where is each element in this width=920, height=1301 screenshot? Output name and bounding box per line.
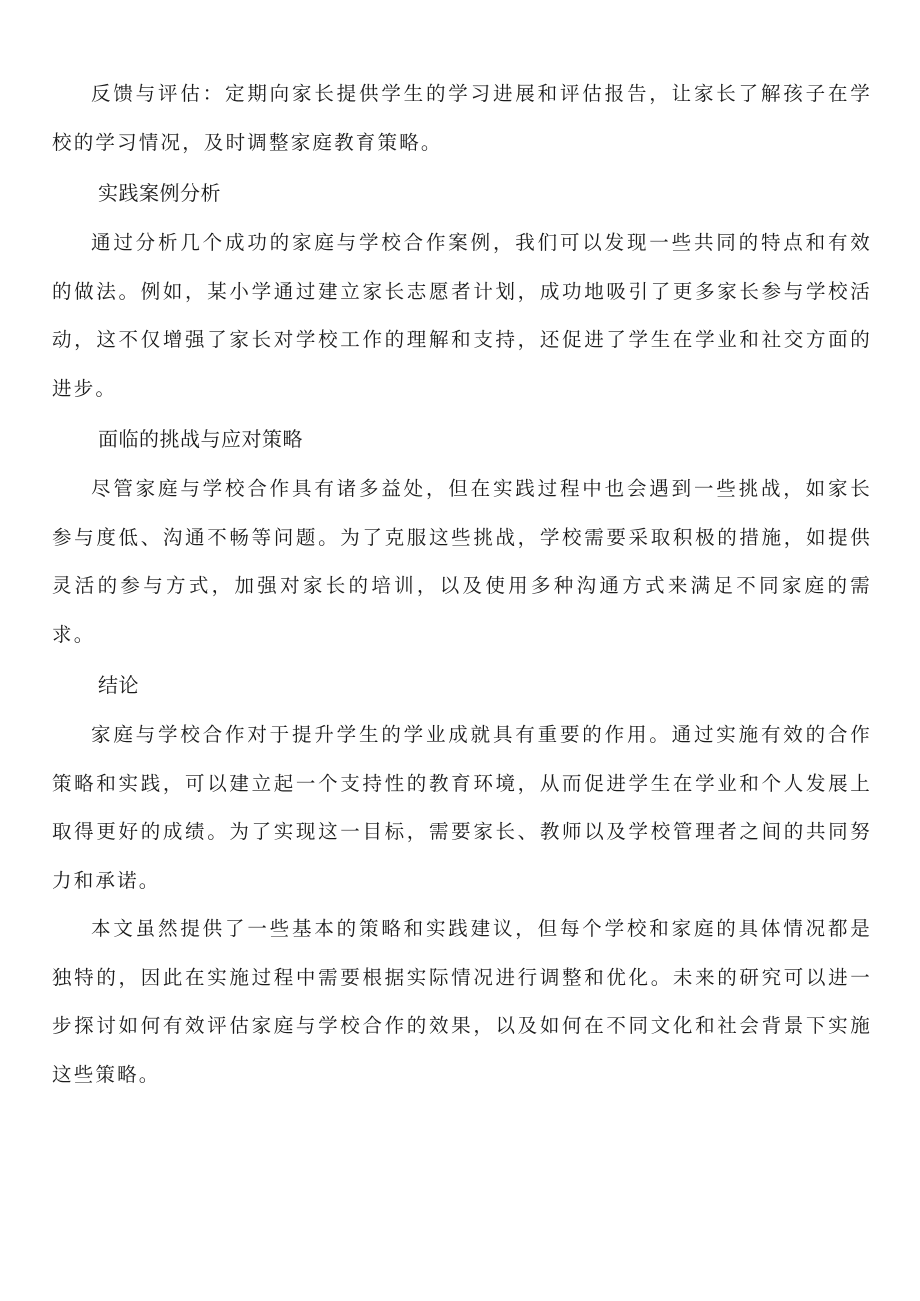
heading-challenges: 面临的挑战与应对策略 (98, 427, 303, 451)
paragraph-challenges: 尽管家庭与学校合作具有诸多益处，但在实践过程中也会遇到一些挑战，如家长参与度低、沟通不畅等问题。为了克服这些挑战，学校需要采取积极的措施，如提供灵活的参与方式，加强对家长的培训，以及使用多种沟通方式来满足不同家庭的需求。 (52, 477, 872, 646)
paragraph-conclusion: 家庭与学校合作对于提升学生的学业成就具有重要的作用。通过实施有效的合作策略和实践，可以建立起一个支持性的教育环境，从而促进学生在学业和个人发展上取得更好的成绩。为了实现这一目标，需要家长、教师以及学校管理者之间的共同努力和承诺。 (52, 723, 872, 892)
heading-conclusion: 结论 (98, 673, 139, 697)
paragraph-feedback-evaluation: 反馈与评估：定期向家长提供学生的学习进展和评估报告，让家长了解孩子在学校的学习情况，及时调整家庭教育策略。 (52, 82, 872, 154)
paragraph-case-analysis: 通过分析几个成功的家庭与学校合作案例，我们可以发现一些共同的特点和有效的做法。例如，某小学通过建立家长志愿者计划，成功地吸引了更多家长参与学校活动，这不仅增强了家长对学校工作的理解和支持，还促进了学生在学业和社交方面的进步。 (52, 231, 872, 400)
heading-case-analysis: 实践案例分析 (98, 181, 221, 205)
document-page (52, 70, 872, 1099)
paragraph-future-research: 本文虽然提供了一些基本的策略和实践建议，但每个学校和家庭的具体情况都是独特的，因此在实施过程中需要根据实际情况进行调整和优化。未来的研究可以进一步探讨如何有效评估家庭与学校合作的效果，以及如何在不同文化和社会背景下实施这些策略。 (52, 917, 872, 1086)
